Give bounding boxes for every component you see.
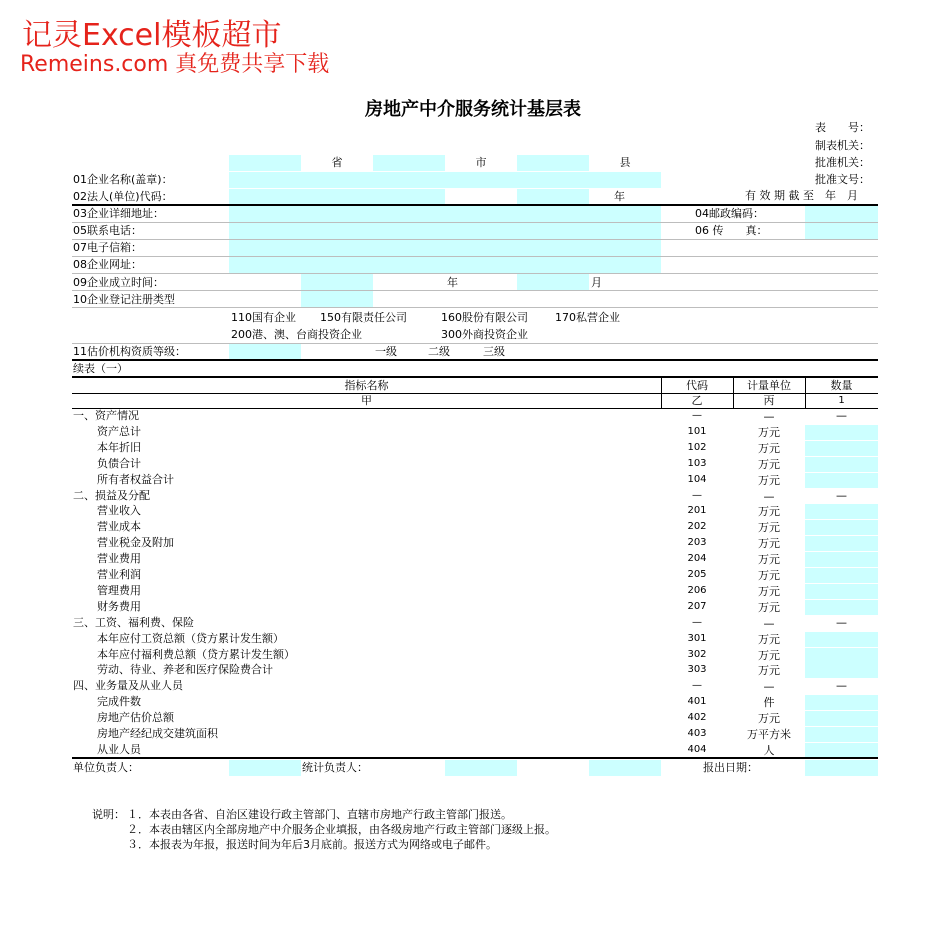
indicator-unit: 万元 [758,441,780,455]
indicator-name: 本年应付福利费总额（贷方累计发生额） [97,647,295,661]
type-option: 110国有企业 [231,311,296,324]
indicator-unit: 万元 [758,712,780,726]
phone-label: 05联系电话： [73,224,142,237]
level-option: 二级 [428,345,450,358]
note-item: ２．本表由辖区内全部房地产中介服务企业填报，由各级房地产行政主管部门逐级上报。 [127,823,556,836]
indicator-code: 402 [687,712,707,724]
table-row [0,647,951,663]
quantity-value: — [836,679,847,693]
type-option: 170私营企业 [555,311,620,324]
indicator-unit: — [763,616,775,630]
quantity-input[interactable] [805,648,878,663]
header-column-divider [733,378,734,408]
quantity-input[interactable] [805,663,878,678]
table-row [0,599,951,615]
founded-month-label: 月 [591,276,602,289]
indicator-code: 302 [687,648,707,660]
email-label: 07电子信箱： [73,241,142,254]
indicator-unit: 人 [763,743,775,757]
quantity-input[interactable] [805,711,878,726]
indicator-name: 从业人员 [97,742,141,756]
unit-head-input[interactable] [229,760,301,776]
indicator-unit: — [763,680,775,694]
note-item: ３．本报表为年报，报送时间为年后3月底前。报送方式为网络或电子邮件。 [127,838,497,851]
form-title: 房地产中介服务统计基层表 [365,99,581,120]
indicator-name: 资产总计 [97,424,141,438]
table-row [0,710,951,726]
indicator-unit: 万元 [758,537,780,551]
type-option: 300外商投资企业 [441,328,528,341]
issuer-label: 制表机关： [815,139,870,152]
quantity-value: — [836,615,847,629]
indicator-unit: 万元 [758,553,780,567]
qualification-label: 11估价机构资质等级： [73,345,186,358]
quantity-input[interactable] [805,473,878,488]
indicator-unit: — [763,410,775,423]
indicator-name: 财务费用 [97,599,141,613]
indicator-name: 营业费用 [97,552,141,566]
indicator-unit: 万元 [758,505,780,519]
indicator-unit: 万元 [758,584,780,598]
indicator-code: 401 [687,696,707,708]
thick-divider [72,359,878,361]
indicator-unit: 万元 [758,600,780,614]
approval-number-label: 批准文号： [815,173,870,186]
type-option: 200港、澳、台商投资企业 [231,328,362,341]
quantity-value: — [836,409,847,422]
indicator-name: 管理费用 [97,583,141,597]
founded-year-input[interactable] [301,274,373,290]
grid-line [72,256,878,257]
founded-label: 09企业成立时间： [73,276,164,289]
quantity-input[interactable] [805,743,878,758]
table-row [0,472,951,488]
quantity-input[interactable] [805,600,878,615]
grid-line [72,239,878,240]
section-title: 一、资产情况 [73,409,139,422]
section-title: 三、工资、福利费、保险 [73,615,194,629]
indicator-unit: 万元 [758,425,780,439]
qualification-input[interactable] [229,344,301,359]
preparer-input[interactable] [589,760,661,776]
section-title: 二、损益及分配 [73,488,150,502]
grid-line [72,343,878,344]
table-row [0,456,951,472]
table-number-label: 表 号： [815,121,870,134]
indicator-name: 营业税金及附加 [97,536,174,550]
indicator-code: 102 [687,441,707,453]
table-row [0,567,951,583]
indicator-code: — [692,680,702,692]
table-row [0,583,951,599]
indicator-unit: 件 [763,696,775,710]
indicator-unit: 万元 [758,632,780,646]
type-option: 160股份有限公司 [441,311,528,324]
subheader-quantity: 1 [838,395,845,406]
subheader-code: 乙 [691,394,703,407]
quantity-input[interactable] [805,457,878,472]
section-row [0,488,951,504]
postcode-label: 04邮政编码： [695,207,764,220]
section-title: 四、业务量及从业人员 [73,679,183,693]
indicator-unit: 万平方米 [747,728,791,741]
header-indicator-name: 指标名称 [344,379,389,392]
indicator-unit: 万元 [758,521,780,535]
indicator-name: 营业利润 [97,568,141,581]
indicator-code: 202 [687,521,707,533]
indicator-name: 房地产估价总额 [97,711,174,725]
table-bottom-border [72,757,878,759]
quantity-input[interactable] [805,552,878,567]
report-date-label: 报出日期： [703,761,758,774]
indicator-code: 103 [687,457,707,469]
registration-type-label: 10企业登记注册类型 [73,293,175,306]
quantity-value: — [836,488,847,502]
quantity-input[interactable] [805,504,878,519]
quantity-input[interactable] [805,536,878,551]
table-row [0,631,951,647]
header-code: 代码 [686,379,708,392]
table-row [0,694,951,710]
legal-code-label: 02法人(单位)代码： [73,190,173,203]
section-row [0,408,951,424]
indicator-code: 201 [687,505,707,517]
county-label: 县 [619,156,631,169]
grid-line [72,273,878,274]
grid-line [72,222,878,223]
indicator-code: 104 [687,473,707,485]
validity-label: 有 效 期 截 至 年 月 [745,189,858,202]
indicator-code: 203 [687,537,707,549]
stats-head-label: 统计负责人： [302,761,368,774]
continued-label: 续表（一） [73,362,128,375]
quantity-input[interactable] [805,727,878,742]
table-row [0,551,951,567]
quantity-input[interactable] [805,520,878,535]
indicator-code: 404 [687,743,707,755]
header-column-divider [661,378,662,408]
indicator-code: 206 [687,584,707,596]
indicator-code: — [692,489,702,501]
indicator-name: 本年折旧 [97,440,141,454]
level-option: 一级 [375,345,397,358]
fax-input[interactable] [805,223,878,239]
city-input[interactable] [373,155,445,171]
indicator-unit: 万元 [758,648,780,662]
grid-line [72,307,878,308]
indicator-name: 房地产经纪成交建筑面积 [97,727,218,740]
type-option: 150有限责任公司 [320,311,407,324]
indicator-code: — [692,616,702,628]
indicator-code: 403 [687,728,707,739]
indicator-code: 204 [687,553,707,565]
website-label: 08企业网址： [73,258,142,271]
indicator-name: 营业成本 [97,520,141,534]
table-row [0,662,951,678]
indicator-code: 205 [687,569,707,580]
company-name-label: 01企业名称(盖章)： [73,173,173,186]
table-row [0,424,951,440]
report-date-input[interactable] [805,760,878,776]
founded-year-label: 年 [447,276,458,289]
watermark-tagline: Remeins.com 真免费共享下载 [20,52,330,77]
county-input[interactable] [517,155,589,171]
city-label: 市 [475,156,487,169]
indicator-code: 303 [687,664,707,676]
quantity-input[interactable] [805,584,878,599]
indicator-name: 劳动、待业、养老和医疗保险费合计 [97,663,273,677]
indicator-unit: 万元 [758,457,780,471]
indicator-unit: — [763,489,775,503]
header-unit: 计量单位 [747,379,791,392]
indicator-code: 101 [687,425,707,437]
watermark-brand: 记灵Excel模板超市 [22,18,282,53]
table-row [0,726,951,742]
indicator-name: 所有者权益合计 [97,472,174,486]
province-label: 省 [331,156,343,169]
indicator-unit: 万元 [758,473,780,487]
fax-label: 06 传 真： [695,224,768,237]
indicator-name: 营业收入 [97,504,141,518]
indicator-name: 完成件数 [97,695,141,709]
company-name-input[interactable] [229,172,661,188]
grid-line [72,290,878,291]
indicator-code: — [692,410,702,421]
legal-code-year-label: 年 [614,190,625,203]
table-row [0,440,951,456]
subheader-unit: 丙 [763,394,775,407]
legal-code-input[interactable] [229,189,445,204]
section-row [0,678,951,694]
stats-head-input[interactable] [445,760,517,776]
indicator-code: 207 [687,600,707,612]
table-row [0,535,951,551]
postcode-input[interactable] [805,206,878,222]
address-label: 03企业详细地址： [73,207,164,220]
legal-code-year-input[interactable] [517,189,589,204]
quantity-input[interactable] [805,568,878,583]
quantity-input[interactable] [805,425,878,440]
table-row [0,519,951,535]
header-quantity: 数量 [830,379,853,392]
approver-label: 批准机关： [815,156,870,169]
level-option: 三级 [483,345,505,358]
section-row [0,615,951,631]
quantity-input[interactable] [805,695,878,710]
header-column-divider [805,378,806,408]
indicator-unit: 万元 [758,664,780,678]
note-item: １．本表由各省、自治区建设行政主管部门、直辖市房地产行政主管部门报送。 [127,808,512,821]
notes-label: 说明： [92,808,125,821]
registration-type-input[interactable] [301,291,373,307]
subheader-name: 甲 [361,394,372,407]
unit-head-label: 单位负责人： [73,761,139,774]
quantity-input[interactable] [805,632,878,647]
table-row [0,503,951,519]
indicator-unit: 万元 [758,569,780,582]
table-row [0,742,951,758]
indicator-name: 负债合计 [97,456,141,470]
founded-month-input[interactable] [517,274,589,290]
indicator-code: 301 [687,632,707,644]
province-input[interactable] [229,155,301,171]
quantity-input[interactable] [805,441,878,456]
indicator-name: 本年应付工资总额（贷方累计发生额） [97,631,284,645]
